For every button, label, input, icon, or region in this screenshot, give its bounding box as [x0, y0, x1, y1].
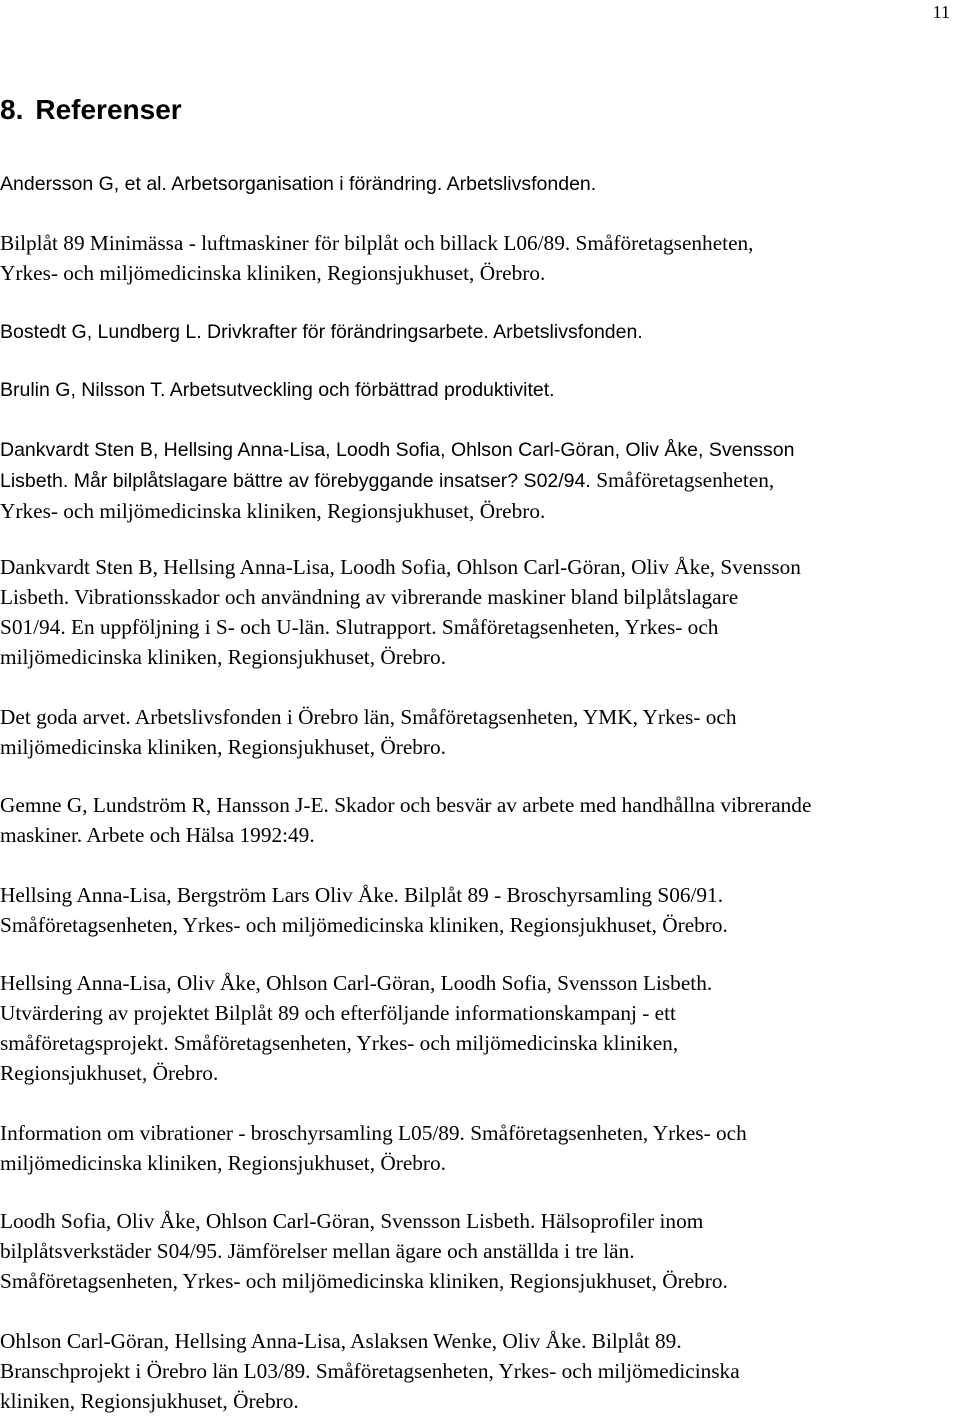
reference-entry	[0, 228, 960, 288]
reference-text: Bilplåt 89 Minimässa - luftmaskiner för bilplåt och billack L06/89. Småföretagsenheten,	[0, 231, 754, 255]
reference-text: Andersson G, et al. Arbetsorganisation i förändring. Arbetslivsfonden.	[0, 173, 597, 195]
reference-text: Dankvardt Sten B, Hellsing Anna-Lisa, Loodh Sofia, Ohlson Carl-Göran, Oliv Åke, Svensson	[0, 555, 801, 579]
reference-text: småföretagsprojekt. Småföretagsenheten, Yrkes- och miljömedicinska kliniken,	[0, 1031, 679, 1055]
reference-text: Regionsjukhuset, Örebro.	[0, 1061, 219, 1085]
reference-line	[0, 968, 960, 998]
reference-text: maskiner. Arbete och Hälsa 1992:49.	[0, 823, 315, 847]
section-number: 8.	[0, 94, 24, 125]
reference-text: kliniken, Regionsjukhuset, Örebro.	[0, 1389, 299, 1413]
reference-line	[0, 702, 960, 732]
reference-line	[0, 1266, 960, 1296]
reference-text: miljömedicinska kliniken, Regionsjukhuset, Örebro.	[0, 735, 446, 759]
reference-text: miljömedicinska kliniken, Regionsjukhuset, Örebro.	[0, 1151, 446, 1175]
reference-line	[0, 374, 960, 405]
reference-entry	[0, 374, 960, 405]
reference-entry	[0, 168, 960, 199]
reference-line	[0, 732, 960, 762]
reference-text: Gemne G, Lundström R, Hansson J-E. Skador och besvär av arbete med handhållna vibrerande	[0, 793, 812, 817]
section-heading	[0, 92, 182, 128]
reference-text: Loodh Sofia, Oliv Åke, Ohlson Carl-Göran, Svensson Lisbeth. Hälsoprofiler inom	[0, 1209, 704, 1233]
reference-line	[0, 168, 960, 199]
reference-line	[0, 910, 960, 940]
reference-line	[0, 258, 960, 288]
reference-text: Hellsing Anna-Lisa, Oliv Åke, Ohlson Carl-Göran, Loodh Sofia, Svensson Lisbeth.	[0, 971, 713, 995]
reference-line	[0, 998, 960, 1028]
reference-entry	[0, 1206, 960, 1296]
reference-text: Småföretagsenheten, Yrkes- och miljömedicinska kliniken, Regionsjukhuset, Örebro.	[0, 1269, 728, 1293]
reference-line	[0, 1236, 960, 1266]
reference-entry	[0, 968, 960, 1088]
reference-line	[0, 434, 960, 465]
reference-text: Lisbeth. Vibrationsskador och användning av vibrerande maskiner bland bilplåtslagare	[0, 585, 739, 609]
reference-entry	[0, 880, 960, 940]
reference-text: Utvärdering av projektet Bilplåt 89 och efterföljande informationskampanj - ett	[0, 1001, 676, 1025]
reference-text: Hellsing Anna-Lisa, Bergström Lars Oliv Åke. Bilplåt 89 - Broschyrsamling S06/91.	[0, 883, 724, 907]
reference-text: bilplåtsverkstäder S04/95. Jämförelser mellan ägare och anställda i tre län.	[0, 1239, 635, 1263]
reference-text: miljömedicinska kliniken, Regionsjukhuset, Örebro.	[0, 645, 446, 669]
reference-line	[0, 642, 960, 672]
reference-line	[0, 880, 960, 910]
reference-text: Bostedt G, Lundberg L. Drivkrafter för förändringsarbete. Arbetslivsfonden.	[0, 321, 643, 343]
reference-line	[0, 465, 960, 496]
reference-line	[0, 820, 960, 850]
reference-entry	[0, 1326, 960, 1416]
reference-line	[0, 552, 960, 582]
reference-line	[0, 1326, 960, 1356]
page-number: 11	[932, 2, 950, 22]
reference-entry	[0, 790, 960, 850]
reference-entry	[0, 552, 960, 672]
reference-text: Ohlson Carl-Göran, Hellsing Anna-Lisa, Aslaksen Wenke, Oliv Åke. Bilplåt 89.	[0, 1329, 682, 1353]
reference-entry	[0, 1118, 960, 1178]
reference-line	[0, 1118, 960, 1148]
reference-text: Yrkes- och miljömedicinska kliniken, Regionsjukhuset, Örebro.	[0, 261, 546, 285]
reference-line	[0, 612, 960, 642]
reference-text: Småföretagsenheten,	[596, 468, 775, 492]
section-title: Referenser	[35, 94, 182, 125]
reference-text: Det goda arvet. Arbetslivsfonden i Örebro län, Småföretagsenheten, YMK, Yrkes- och	[0, 705, 737, 729]
reference-line	[0, 316, 960, 347]
reference-text: S01/94. En uppföljning i S- och U-län. Slutrapport. Småföretagsenheten, Yrkes- och	[0, 615, 719, 639]
reference-line	[0, 496, 960, 526]
reference-text: Småföretagsenheten, Yrkes- och miljömedicinska kliniken, Regionsjukhuset, Örebro.	[0, 913, 728, 937]
reference-entry	[0, 434, 960, 526]
reference-line	[0, 1058, 960, 1088]
reference-line	[0, 1028, 960, 1058]
reference-line	[0, 790, 960, 820]
reference-text: Yrkes- och miljömedicinska kliniken, Regionsjukhuset, Örebro.	[0, 499, 546, 523]
reference-line	[0, 1206, 960, 1236]
reference-entry	[0, 702, 960, 762]
reference-line	[0, 1386, 960, 1416]
reference-line	[0, 1356, 960, 1386]
reference-text: Dankvardt Sten B, Hellsing Anna-Lisa, Loodh Sofia, Ohlson Carl-Göran, Oliv Åke, Svensson	[0, 439, 795, 461]
reference-entry	[0, 316, 960, 347]
reference-line	[0, 228, 960, 258]
reference-line	[0, 1148, 960, 1178]
reference-line	[0, 582, 960, 612]
reference-text: Branschprojekt i Örebro län L03/89. Småföretagsenheten, Yrkes- och miljömedicinska	[0, 1359, 740, 1383]
reference-text: Lisbeth. Mår bilplåtslagare bättre av förebyggande insatser? S02/94.	[0, 470, 597, 492]
reference-text: Brulin G, Nilsson T. Arbetsutveckling och förbättrad produktivitet.	[0, 379, 555, 401]
reference-text: Information om vibrationer - broschyrsamling L05/89. Småföretagsenheten, Yrkes- och	[0, 1121, 747, 1145]
